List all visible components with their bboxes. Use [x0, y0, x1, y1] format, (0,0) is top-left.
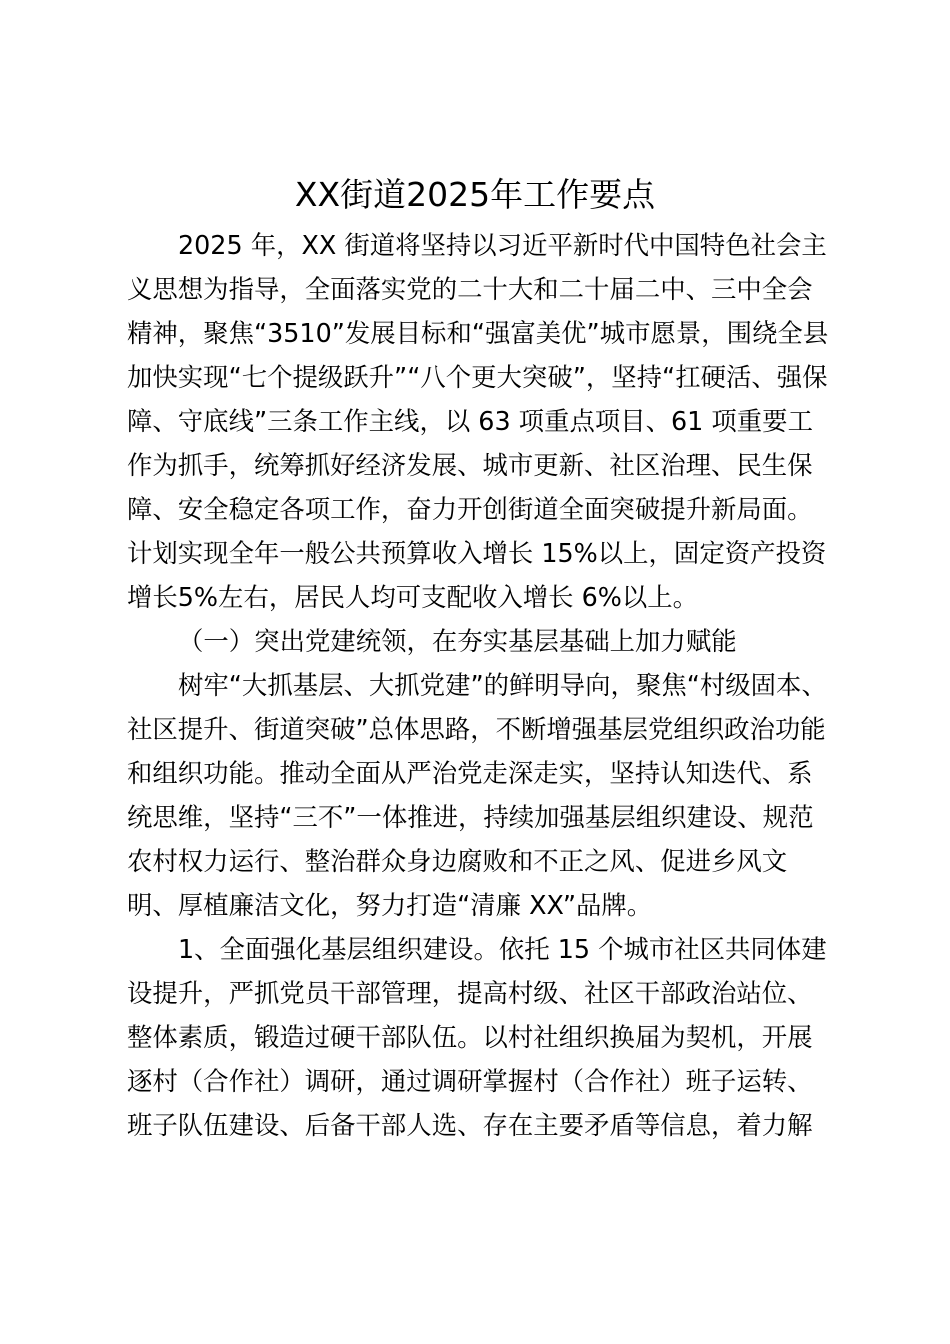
document-title: XX街道2025年工作要点 [294, 175, 656, 214]
paragraph-line: 明、厚植廉洁文化，努力打造“清廉 XX”品牌。 [127, 890, 653, 920]
paragraph-line: 设提升，严抓党员干部管理，提高村级、社区干部政治站位、 [127, 978, 813, 1008]
paragraph-line: 障、安全稳定各项工作，奋力开创街道全面突破提升新局面。 [127, 494, 813, 524]
paragraph-line: 树牢“大抓基层、大抓党建”的鲜明导向，聚焦“村级固本、 [178, 670, 827, 700]
paragraph-line: 逐村（合作社）调研，通过调研掌握村（合作社）班子运转、 [127, 1066, 813, 1096]
paragraph-line: 障、守底线”三条工作主线，以 63 项重点项目、61 项重要工 [127, 406, 813, 436]
section-heading: （一）突出党建统领，在夯实基层基础上加力赋能 [178, 626, 737, 656]
paragraph-line: 加快实现“七个提级跃升”“八个更大突破”，坚持“扛硬活、强保 [127, 362, 828, 392]
paragraph-line: 2025 年，XX 街道将坚持以习近平新时代中国特色社会主 [178, 230, 827, 260]
paragraph-line: 统思维，坚持“三不”一体推进，持续加强基层组织建设、规范 [127, 802, 814, 832]
paragraph-line: 班子队伍建设、后备干部人选、存在主要矛盾等信息，着力解 [127, 1110, 813, 1140]
paragraph-line: 作为抓手，统筹抓好经济发展、城市更新、社区治理、民生保 [127, 450, 813, 480]
document-body [127, 223, 839, 1147]
paragraph-line: 社区提升、街道突破”总体思路，不断增强基层党组织政治功能 [127, 714, 826, 744]
paragraph-line: 1、全面强化基层组织建设。依托 15 个城市社区共同体建 [178, 934, 827, 964]
paragraph-line: 增长5%左右，居民人均可支配收入增长 6%以上。 [127, 582, 699, 612]
paragraph-line: 精神，聚焦“3510”发展目标和“强富美优”城市愿景，围绕全县 [127, 318, 829, 348]
paragraph-line: 计划实现全年一般公共预算收入增长 15%以上，固定资产投资 [127, 538, 827, 568]
paragraph-line: 和组织功能。推动全面从严治党走深走实，坚持认知迭代、系 [127, 758, 813, 788]
paragraph-line: 整体素质，锻造过硬干部队伍。以村社组织换届为契机，开展 [127, 1022, 813, 1052]
paragraph-line: 农村权力运行、整治群众身边腐败和不正之风、促进乡风文 [127, 846, 788, 876]
paragraph-line: 义思想为指导，全面落实党的二十大和二十届二中、三中全会 [127, 274, 813, 304]
